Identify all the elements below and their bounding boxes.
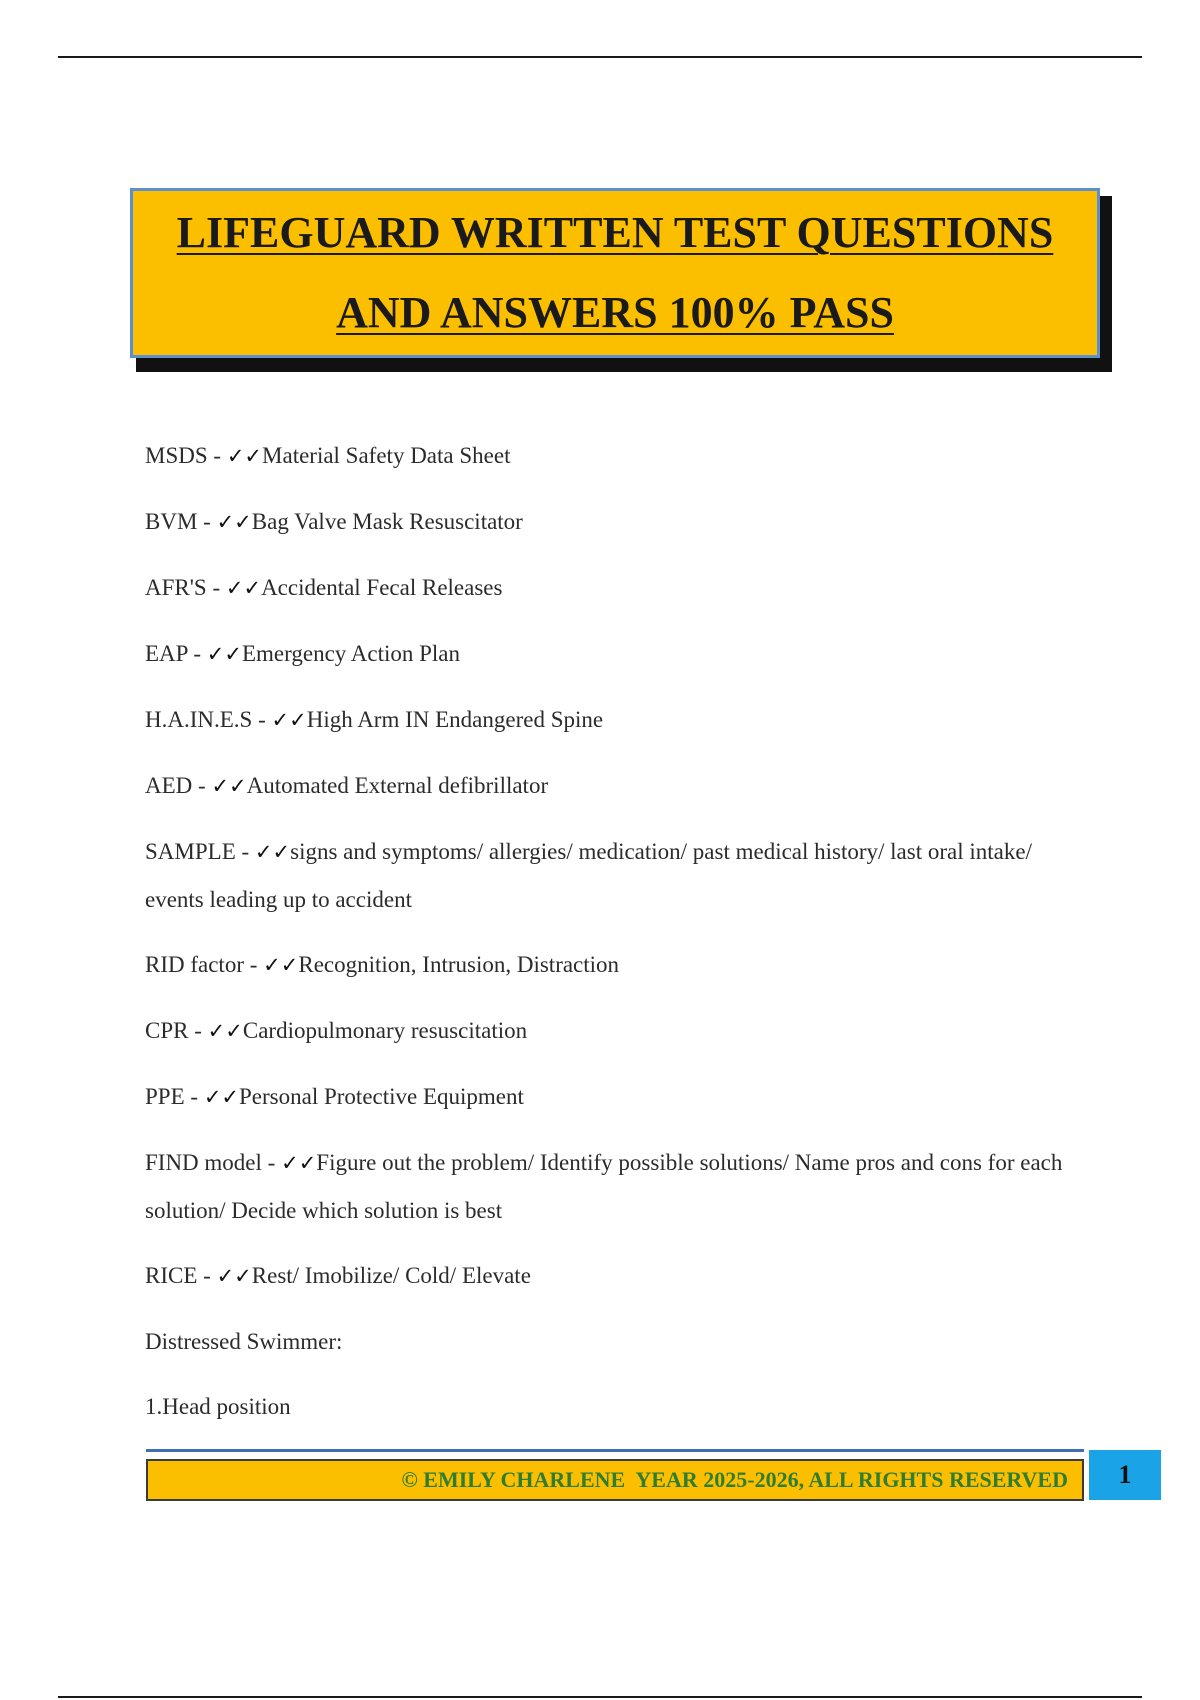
definition: Rest/ Imobilize/ Cold/ Elevate — [251, 1263, 531, 1288]
list-item: 1.Head position — [145, 1394, 291, 1419]
definition: Figure out the problem/ Identify possible solutions/ Name pros and cons for each solution/ Decide which solution is best — [145, 1150, 1063, 1223]
definition: Cardiopulmonary resuscitation — [242, 1018, 528, 1043]
check-icon: ✓✓ — [216, 1264, 252, 1288]
check-icon: ✓✓ — [211, 774, 247, 798]
section-heading: Distressed Swimmer: — [145, 1329, 343, 1354]
definition: Personal Protective Equipment — [239, 1084, 524, 1109]
definition: Automated External defibrillator — [246, 773, 549, 798]
check-icon: ✓✓ — [271, 708, 307, 732]
title-line-1: LIFEGUARD WRITTEN TEST QUESTIONS — [176, 208, 1054, 257]
top-rule — [58, 56, 1142, 58]
check-icon: ✓✓ — [226, 444, 263, 468]
footer-rule — [146, 1449, 1084, 1452]
bottom-rule — [58, 1696, 1142, 1698]
qa-entry: PPE - ✓✓Personal Protective Equipment — [145, 1084, 524, 1109]
qa-entry: BVM - ✓✓Bag Valve Mask Resuscitator — [145, 509, 523, 534]
page-number: 1 — [1089, 1450, 1161, 1500]
term: PPE — [145, 1084, 185, 1109]
qa-entry: RICE - ✓✓Rest/ Imobilize/ Cold/ Elevate — [145, 1263, 531, 1288]
qa-list — [145, 432, 1085, 1448]
check-icon: ✓✓ — [225, 576, 262, 600]
definition: Recognition, Intrusion, Distraction — [298, 952, 620, 977]
term: AED — [145, 773, 193, 798]
check-icon: ✓✓ — [206, 642, 242, 666]
qa-entry: EAP - ✓✓Emergency Action Plan — [145, 641, 461, 666]
title-line-2: AND ANSWERS 100% PASS — [336, 288, 894, 337]
definition: High Arm IN Endangered Spine — [306, 707, 604, 732]
definition: Emergency Action Plan — [241, 641, 461, 666]
term: BVM — [145, 509, 198, 534]
qa-entry: RID factor - ✓✓Recognition, Intrusion, Distraction — [145, 952, 620, 977]
qa-entry: H.A.IN.E.S - ✓✓High Arm IN Endangered Spine — [145, 707, 604, 732]
term: RID factor — [145, 952, 244, 977]
qa-entry: FIND model - ✓✓Figure out the problem/ Identify possible solutions/ Name pros and cons for each solution/ Decide which solution is best — [145, 1150, 1063, 1223]
qa-entry: MSDS - ✓✓Material Safety Data Sheet — [145, 443, 511, 468]
term: CPR — [145, 1018, 189, 1043]
definition: Bag Valve Mask Resuscitator — [251, 509, 523, 534]
qa-entry: AFR'S - ✓✓Accidental Fecal Releases — [145, 575, 503, 600]
check-icon: ✓✓ — [216, 510, 252, 534]
term: MSDS — [145, 443, 208, 468]
term: AFR'S — [145, 575, 207, 600]
qa-entry: SAMPLE - ✓✓signs and symptoms/ allergies/ medication/ past medical history/ last oral intake/ events leading up to accident — [145, 839, 1032, 912]
definition: signs and symptoms/ allergies/ medication/ past medical history/ last oral intake/ events leading up to accident — [145, 839, 1032, 912]
definition: Accidental Fecal Releases — [261, 575, 503, 600]
term: H.A.IN.E.S — [145, 707, 253, 732]
term: RICE — [145, 1263, 198, 1288]
qa-entry: AED - ✓✓Automated External defibrillator — [145, 773, 549, 798]
copyright-text: © EMILY CHARLENE YEAR 2025-2026, ALL RIGHTS RESERVED — [401, 1467, 1068, 1492]
check-icon: ✓✓ — [263, 953, 299, 977]
title-banner — [130, 188, 1106, 364]
check-icon: ✓✓ — [254, 840, 291, 864]
check-icon: ✓✓ — [281, 1151, 317, 1175]
check-icon: ✓✓ — [207, 1019, 243, 1043]
definition: Material Safety Data Sheet — [262, 443, 511, 468]
footer-banner — [146, 1459, 1084, 1501]
check-icon: ✓✓ — [203, 1085, 240, 1109]
term: EAP — [145, 641, 188, 666]
term: FIND model — [145, 1150, 262, 1175]
qa-entry: CPR - ✓✓Cardiopulmonary resuscitation — [145, 1018, 528, 1043]
title-box — [130, 188, 1100, 358]
term: SAMPLE — [145, 839, 236, 864]
